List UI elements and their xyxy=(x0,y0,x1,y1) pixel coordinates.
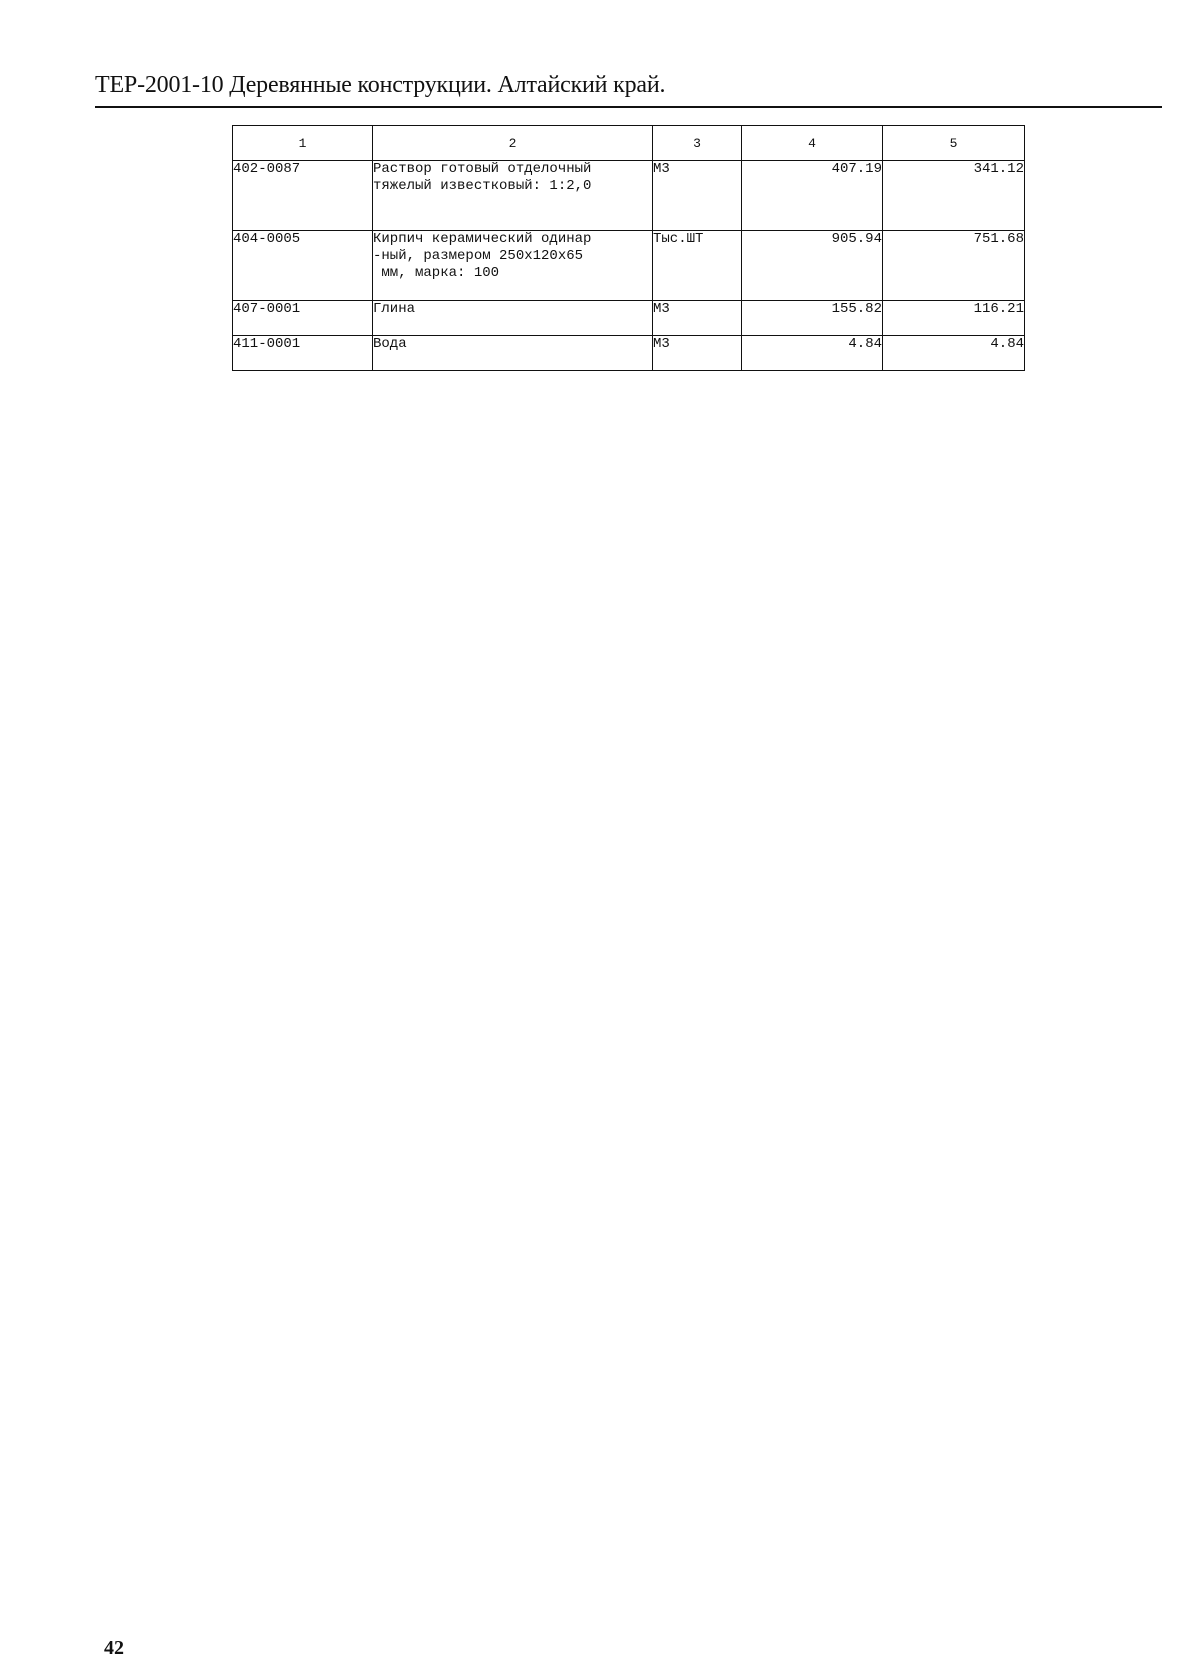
table-row xyxy=(233,161,1025,231)
unit-cell: М3 xyxy=(653,301,742,336)
resource-name-line: мм, марка: 100 xyxy=(373,265,500,281)
page-number: 42 xyxy=(104,1637,124,1659)
resource-name-cell xyxy=(373,161,653,231)
resource-name-line: тяжелый известковый: 1:2,0 xyxy=(373,178,592,194)
value-cell-col5: 116.21 xyxy=(883,301,1025,336)
resource-name-cell xyxy=(373,231,653,301)
resource-name-line: Глина xyxy=(373,301,416,317)
resource-code-cell: 402-0087 xyxy=(233,161,373,231)
resource-name-line: Раствор готовый отделочный xyxy=(373,161,592,177)
resource-name-cell xyxy=(373,336,653,371)
unit-cell: М3 xyxy=(653,161,742,231)
value-cell-col4: 155.82 xyxy=(742,301,883,336)
column-header-3: 3 xyxy=(653,126,742,161)
resource-name-line: -ный, размером 250х120х65 xyxy=(373,248,584,264)
unit-cell: М3 xyxy=(653,336,742,371)
table-row xyxy=(233,301,1025,336)
column-header-5: 5 xyxy=(883,126,1025,161)
table-row xyxy=(233,231,1025,301)
unit-cell: Тыс.ШТ xyxy=(653,231,742,301)
document-header-title: ТЕР-2001-10 Деревянные конструкции. Алтайский край. xyxy=(95,72,666,98)
resource-name-line: Кирпич керамический одинар xyxy=(373,231,592,247)
column-header-2: 2 xyxy=(373,126,653,161)
header-rule xyxy=(95,106,1162,108)
table-header-row xyxy=(233,126,1025,161)
resource-name-cell xyxy=(373,301,653,336)
value-cell-col4: 905.94 xyxy=(742,231,883,301)
resource-code-cell: 407-0001 xyxy=(233,301,373,336)
resource-name-line: Вода xyxy=(373,336,407,352)
value-cell-col5: 4.84 xyxy=(883,336,1025,371)
column-header-1: 1 xyxy=(233,126,373,161)
value-cell-col5: 751.68 xyxy=(883,231,1025,301)
value-cell-col5: 341.12 xyxy=(883,161,1025,231)
resource-code-cell: 411-0001 xyxy=(233,336,373,371)
resource-code-cell: 404-0005 xyxy=(233,231,373,301)
materials-price-table xyxy=(232,125,1025,371)
column-header-4: 4 xyxy=(742,126,883,161)
value-cell-col4: 4.84 xyxy=(742,336,883,371)
table-row xyxy=(233,336,1025,371)
value-cell-col4: 407.19 xyxy=(742,161,883,231)
